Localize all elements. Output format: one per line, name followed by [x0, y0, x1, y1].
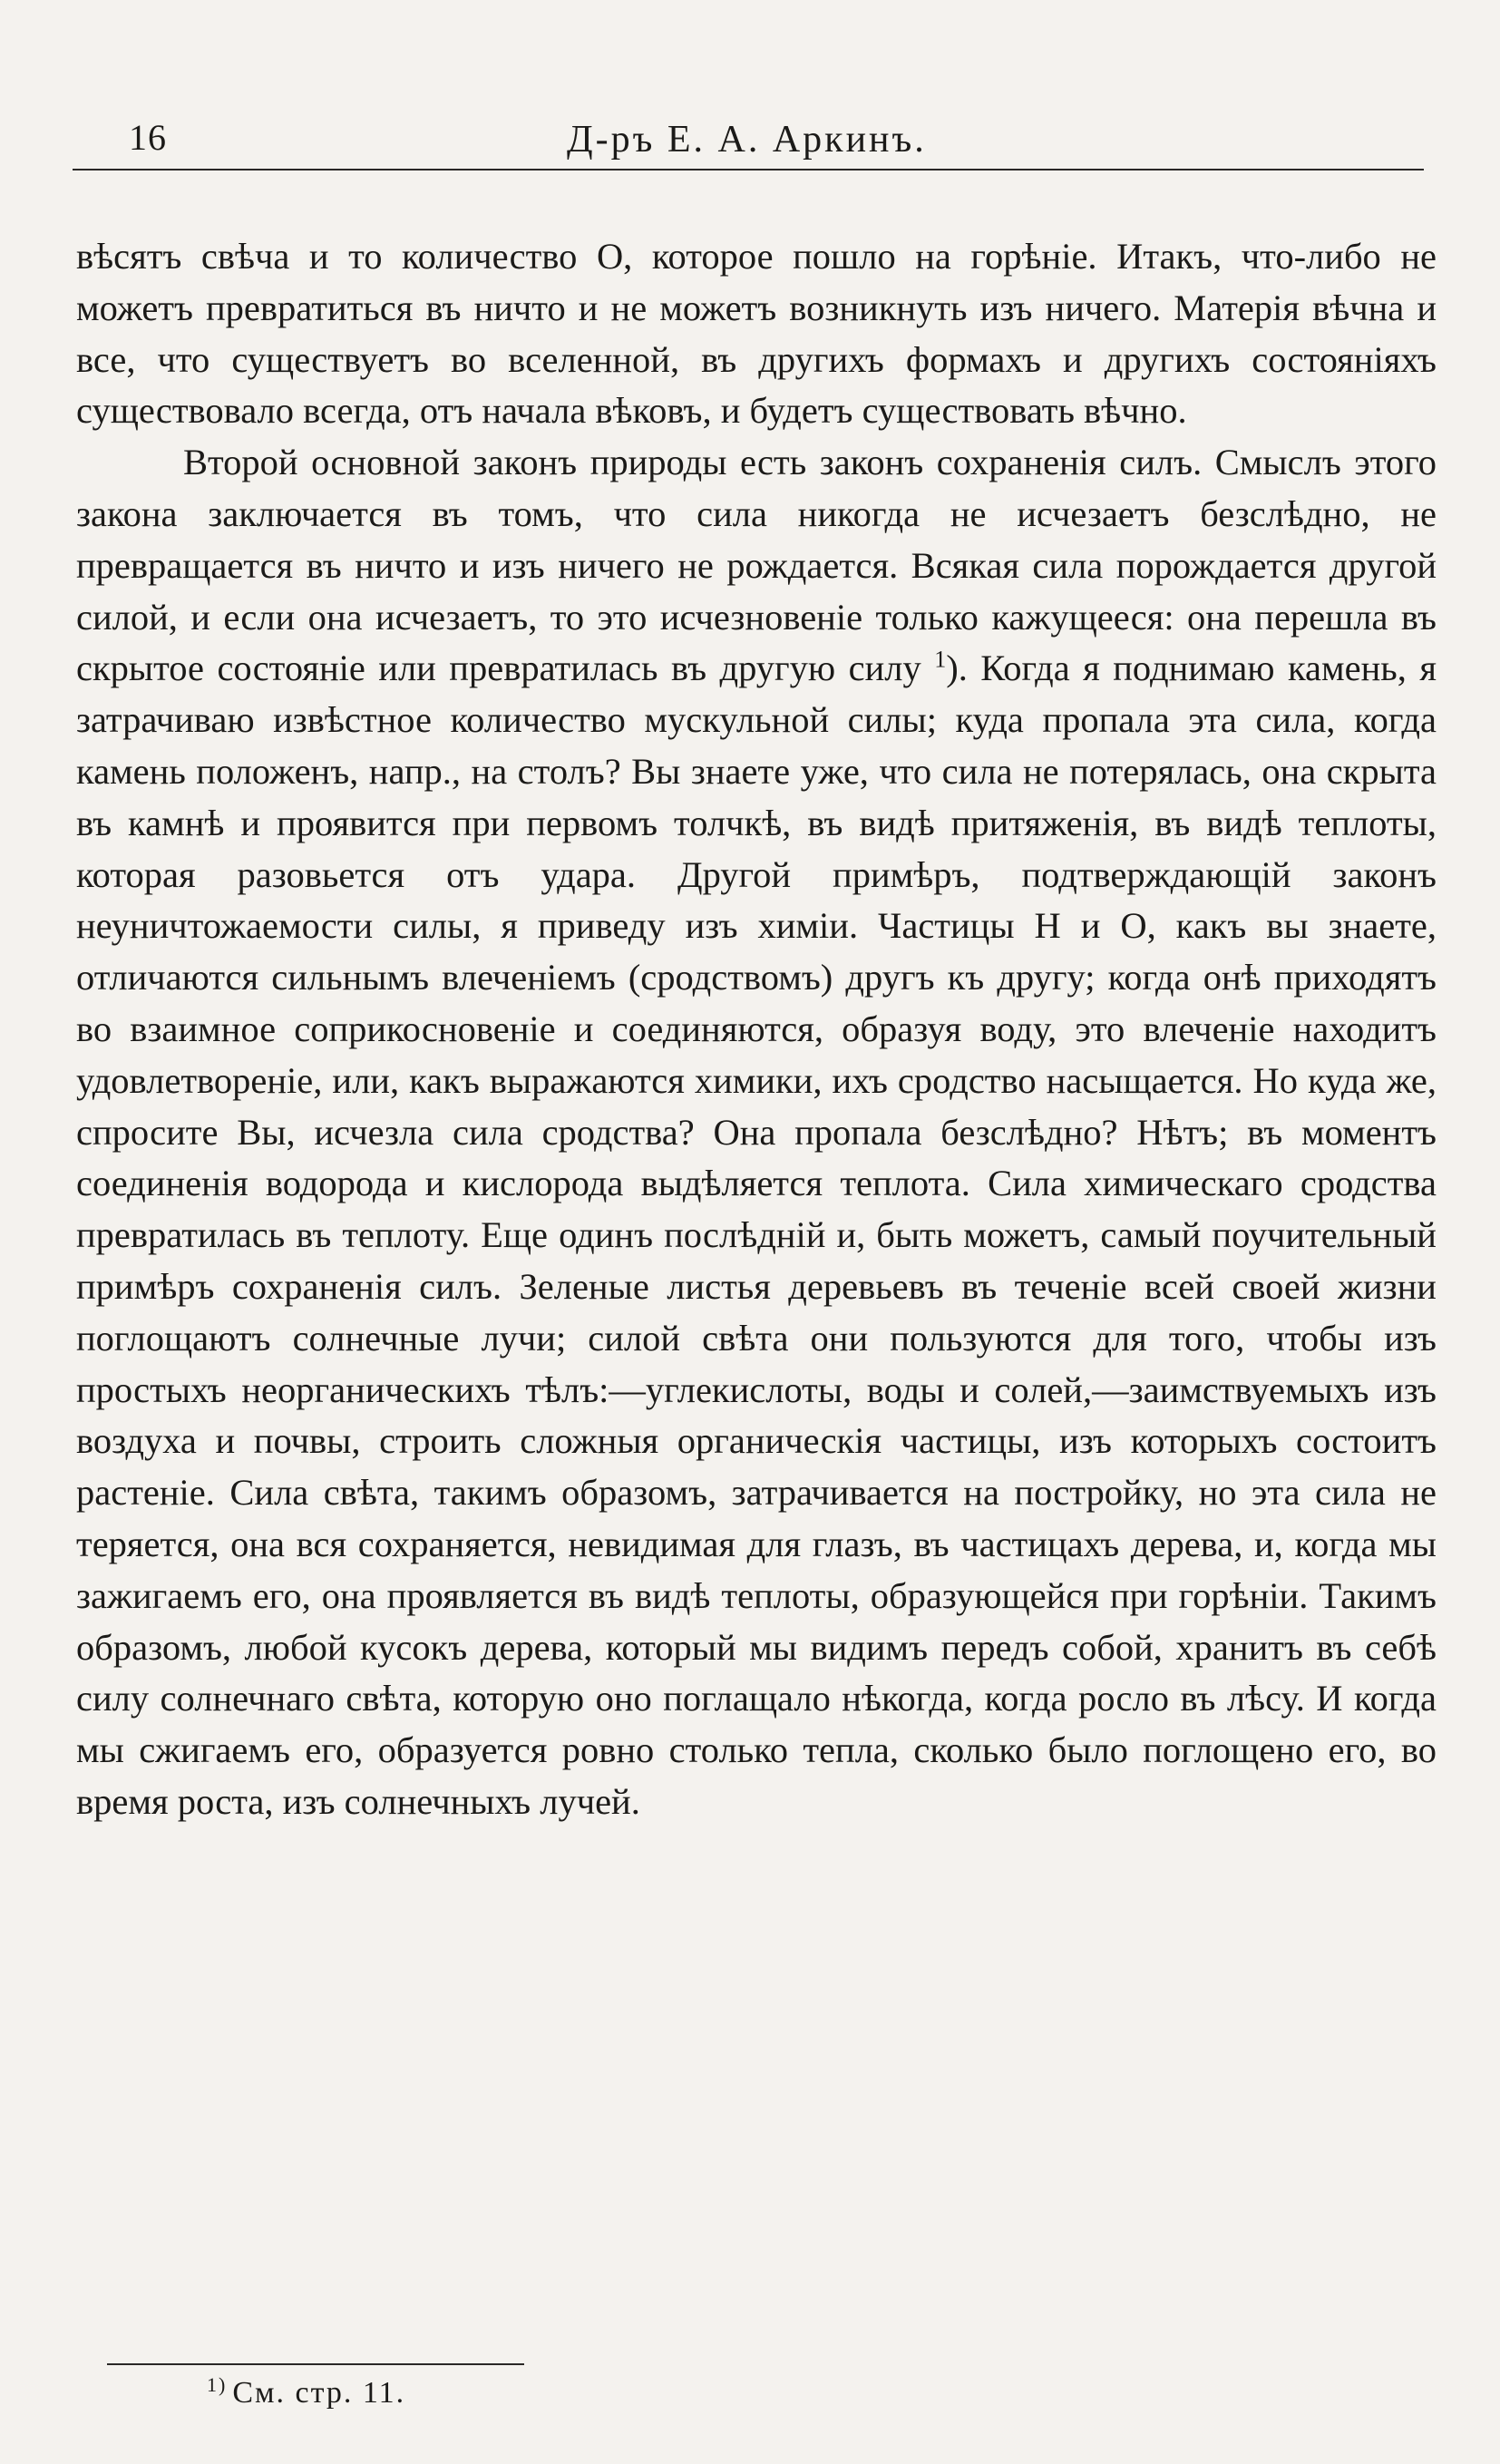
header-rule	[73, 169, 1424, 170]
running-head: Д-ръ Е. А. Аркинъ.	[567, 119, 927, 161]
footnote-reference: 1	[934, 646, 947, 673]
body-text	[76, 231, 1437, 1828]
paragraph: вѣсятъ свѣча и то количество О, которое пошло на горѣніе. Итакъ, что-либо не можетъ превратиться въ ничто и не можетъ возникнуть изъ ничего. Матерія вѣчна и все, что существуетъ во вселенной, въ другихъ формахъ и другихъ состояніяхъ существовало всегда, отъ начала вѣковъ, и будетъ существовать вѣчно.	[76, 236, 1437, 432]
footnote-text: См. стр. 11.	[232, 2376, 406, 2410]
footnote-mark: 1)	[207, 2372, 228, 2396]
paragraph	[76, 437, 1437, 1828]
page-header	[73, 107, 1424, 174]
page-number: 16	[129, 117, 167, 158]
footnote-rule	[107, 2363, 524, 2365]
paragraph-text: ). Когда я поднимаю камень, я затрачиваю извѣстное количество мускульной силы; куда пропала эта сила, когда камень положенъ, напр., на столъ? Вы знаете уже, что сила не потерялась, она скрыта въ камнѣ и проявится при первомъ толчкѣ, въ видѣ притяженія, въ видѣ теплоты, которая разовьется отъ удара. Другой примѣръ, подтверждающій законъ неуничтожаемости силы, я приведу изъ химіи. Частицы H и О, какъ вы знаете, отличаются сильнымъ влеченіемъ (сродствомъ) другъ къ другу; когда онѣ приходятъ во взаимное соприкосновеніе и соединяются, образуя воду, это влеченіе находитъ удовлетвореніе, или, какъ выражаются химики, ихъ сродство насыщается. Но куда же, спросите Вы, исчезла сила сродства? Она пропала безслѣдно? Нѣтъ; въ моментъ соединенія водорода и кислорода выдѣляется теплота. Сила химическаго сродства превратилась въ теплоту. Еще одинъ послѣдній и, быть можетъ, самый поучительный примѣръ сохраненія силъ. Зеленые листья деревьевъ въ теченіе всей своей жизни поглощаютъ солнечные лучи; силой свѣта они пользуются для того, чтобы изъ простыхъ неорганическихъ тѣлъ:—углекислоты, воды и солей,—заимствуемыхъ изъ воздуха и почвы, строить сложныя органическія частицы, изъ которыхъ состоитъ растеніе. Сила свѣта, такимъ образомъ, затрачивается на постройку, но эта сила не теряется, она вся сохраняется, невидимая для глазъ, въ частицахъ дерева, и, когда мы зажигаемъ его, она проявляется въ видѣ теплоты, образующейся при горѣніи. Такимъ образомъ, любой кусокъ дерева, который мы видимъ передъ собой, хранитъ въ себѣ силу солнечнаго свѣта, которую оно поглащало нѣкогда, когда росло въ лѣсу. И когда мы сжигаемъ его, образуется ровно столько тепла, сколько было поглощено его, во время роста, изъ солнечныхъ лучей.	[76, 648, 1437, 1822]
footnote	[207, 2372, 406, 2410]
paragraph-text: Второй основной законъ природы есть законъ сохраненія силъ. Смыслъ этого закона заключается въ томъ, что сила никогда не исчезаетъ безслѣдно, не превращается въ ничто и изъ ничего не рождается. Всякая сила порождается другой силой, и если она исчезаетъ, то это исчезновеніе только кажущееся: она перешла въ скрытое состояніе или превратилась въ другую силу	[76, 442, 1437, 689]
